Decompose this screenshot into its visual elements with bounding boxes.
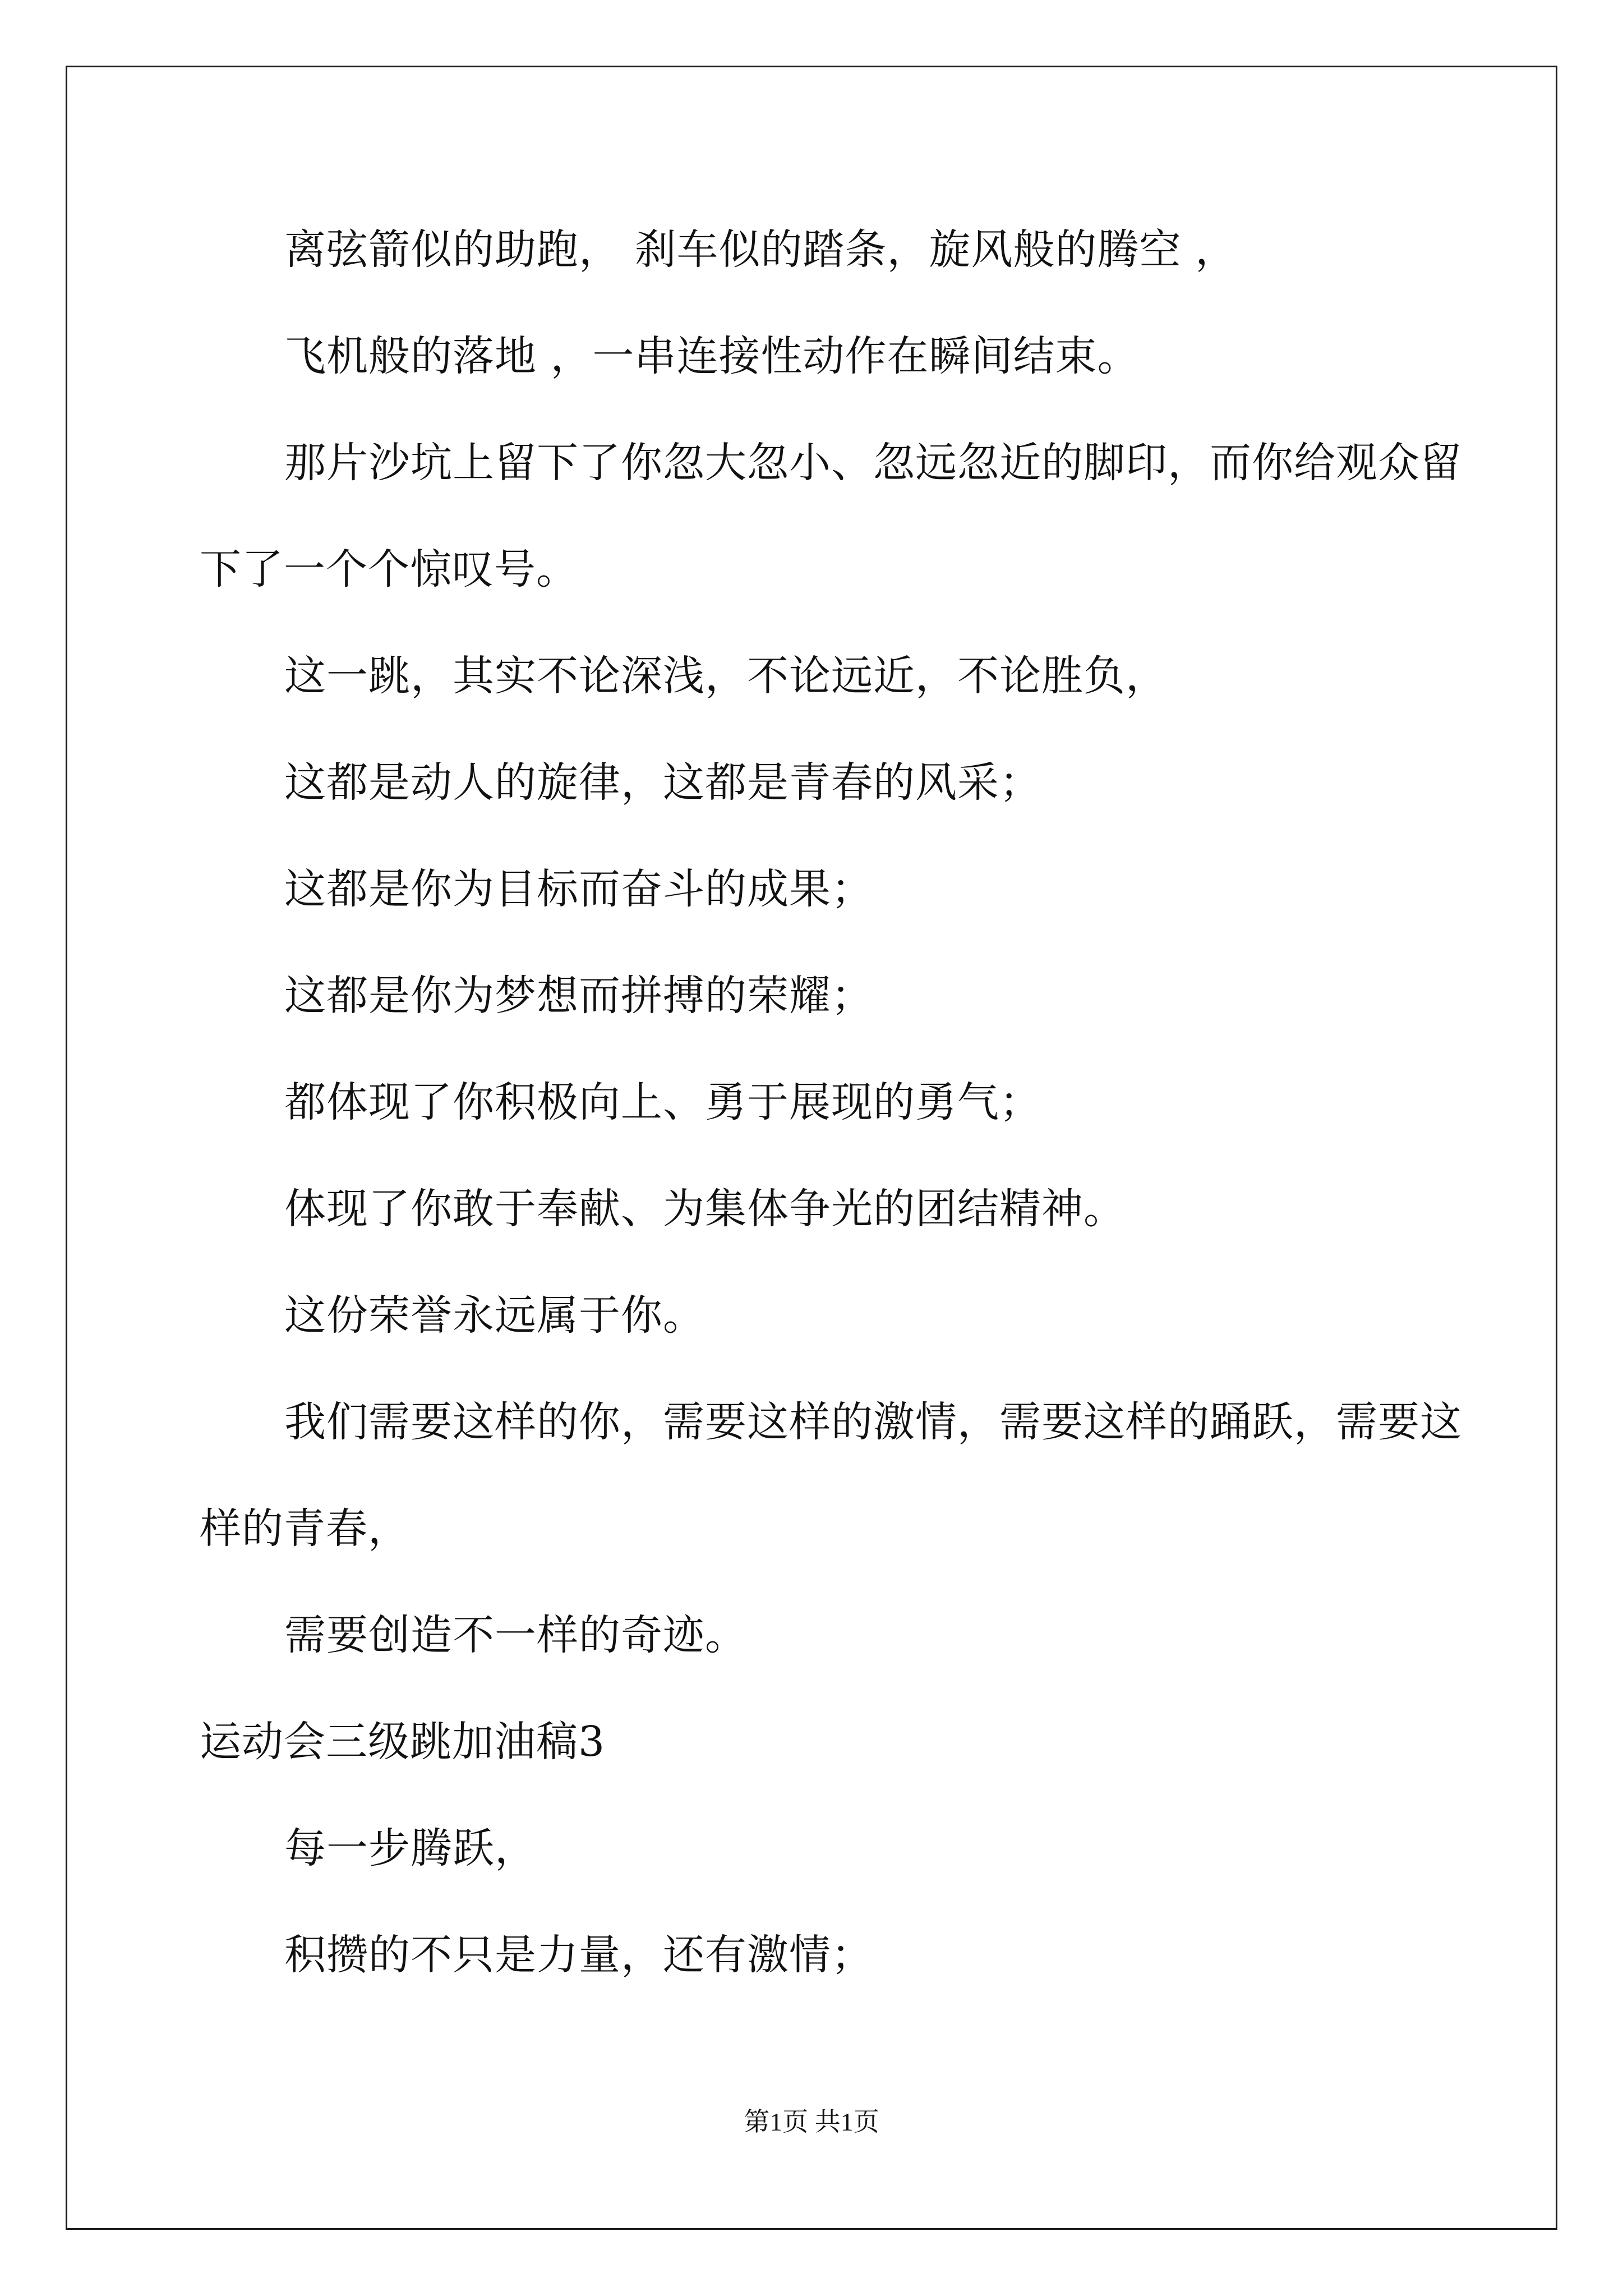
paragraph-line: 我们需要这样的你，需要这样的激情，需要这样的踊跃，需要这: [284, 1398, 1462, 1446]
paragraph-line: 这都是动人的旋律，这都是青春的风采；: [284, 758, 1041, 807]
section-heading: 运动会三级跳加油稿3: [200, 1718, 606, 1766]
paragraph-line: 积攒的不只是力量，还有激情；: [284, 1931, 873, 1979]
paragraph-line: 这一跳，其实不论深浅，不论远近，不论胜负，: [284, 652, 1168, 700]
paragraph-line: 每一步腾跃，: [284, 1824, 537, 1872]
paragraph-line: 都体现了你积极向上、勇于展现的勇气；: [284, 1078, 1041, 1126]
page-footer: 第1页 共1页: [744, 2108, 879, 2136]
paragraph-line: 需要创造不一样的奇迹。: [284, 1611, 747, 1659]
paragraph-line: 那片沙坑上留下了你忽大忽小、忽远忽近的脚印，而你给观众留: [284, 439, 1462, 487]
paragraph-line: 样的青春，: [200, 1504, 410, 1553]
page-border: [66, 66, 1557, 2230]
paragraph-line: 体现了你敢于奉献、为集体争光的团结精神。: [284, 1185, 1126, 1233]
paragraph-line: 这都是你为目标而奋斗的成果；: [284, 865, 873, 913]
paragraph-line: 离弦箭似的助跑， 刹车似的踏条，旋风般的腾空 ，: [284, 226, 1238, 274]
paragraph-line: 这都是你为梦想而拼搏的荣耀；: [284, 972, 873, 1020]
paragraph-line: 这份荣誉永远属于你。: [284, 1291, 705, 1340]
paragraph-line: 飞机般的落地 ，一串连接性动作在瞬间结束。: [284, 332, 1140, 380]
paragraph-line: 下了一个个惊叹号。: [200, 545, 578, 593]
